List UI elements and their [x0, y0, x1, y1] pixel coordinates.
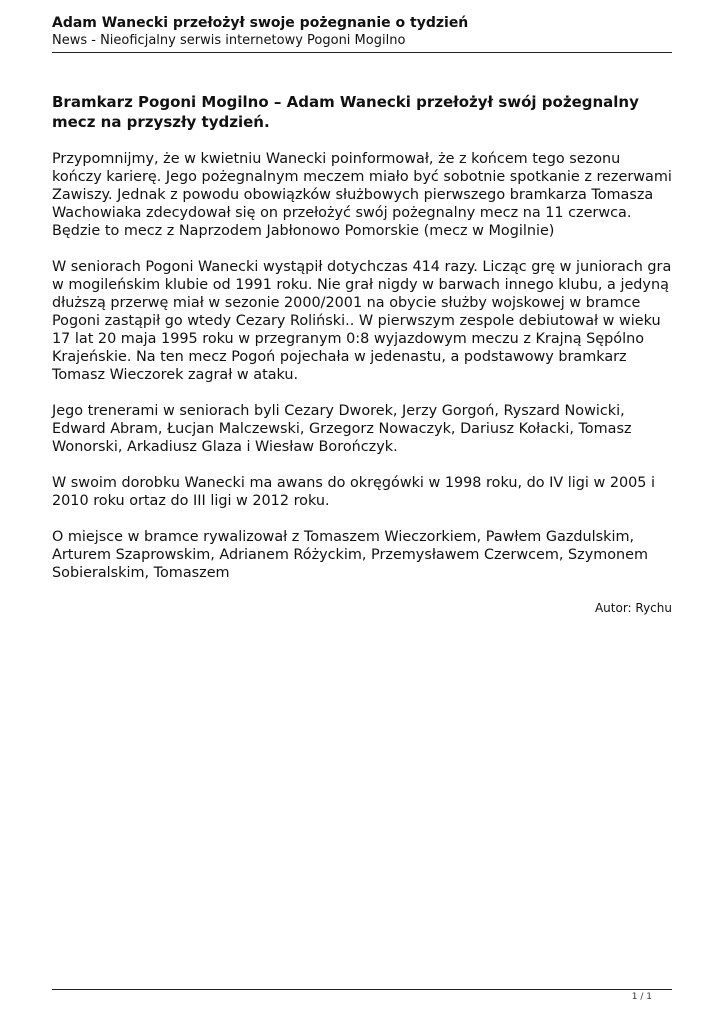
article-paragraph: Jego trenerami w seniorach byli Cezary Dworek, Jerzy Gorgoń, Ryszard Nowicki, Edward Abram, Łucjan Malczewski, Grzegorz Nowaczyk, Dariusz Kołacki, Tomasz Wonorski, Arkadiusz Glaza i Wiesław Borończyk.: [52, 403, 632, 455]
document-title: Adam Wanecki przełożył swoje pożegnanie o tydzień: [52, 15, 469, 31]
article-paragraph: W seniorach Pogoni Wanecki wystąpił dotychczas 414 razy. Licząc grę w juniorach gra w mogileńskim klubie od 1991 roku. Nie grał nigdy w barwach innego klubu, a jedyną dłuższą przerwę miał w sezonie 2000/2001 na obycie służby wojskowej w bramce Pogoni zastąpił go wtedy Cezary Roliński.. W pierwszym zespole debiutował w wieku 17 lat 20 maja 1995 roku w przegranym 0:8 wyjazdowym meczu z Krajną Sępólno Krajeńskie. Na ten mecz Pogoń pojechała w jedenastu, a podstawowy bramkarz Tomasz Wieczorek zagrał w ataku.: [52, 259, 672, 383]
article-body: [52, 92, 672, 616]
footer-divider: [52, 989, 672, 990]
article-paragraph: W swoim dorobku Wanecki ma awans do okręgówki w 1998 roku, do IV ligi w 2005 i 2010 roku ortaz do III ligi w 2012 roku.: [52, 475, 656, 509]
page-number: 1 / 1: [631, 992, 652, 1002]
article-headline: Bramkarz Pogoni Mogilno – Adam Wanecki przełożył swój pożegnalny mecz na przyszły tydzień.: [52, 93, 639, 131]
author-credit: Autor: Rychu: [594, 601, 672, 615]
page-header: [52, 14, 672, 50]
header-divider: [52, 52, 672, 53]
article-paragraph: O miejsce w bramce rywalizował z Tomaszem Wieczorkiem, Pawłem Gazdulskim, Arturem Szaprowskim, Adrianem Różyckim, Przemysławem Czerwcem, Szymonem Sobieralskim, Tomaszem: [52, 529, 649, 581]
site-subtitle: News - Nieoficjalny serwis internetowy Pogoni Mogilno: [52, 33, 406, 48]
article-paragraph: Przypomnijmy, że w kwietniu Wanecki poinformował, że z końcem tego sezonu kończy karierę. Jego pożegnalnym meczem miało być sobotnie spotkanie z rezerwami Zawiszy. Jednak z powodu obowiązków służbowych pierwszego bramkarza Tomasza Wachowiaka zdecydował się on przełożyć swój pożegnalny mecz na 11 czerwca. Będzie to mecz z Naprzodem Jabłonowo Pomorskie (mecz w Mogilnie): [52, 151, 672, 239]
